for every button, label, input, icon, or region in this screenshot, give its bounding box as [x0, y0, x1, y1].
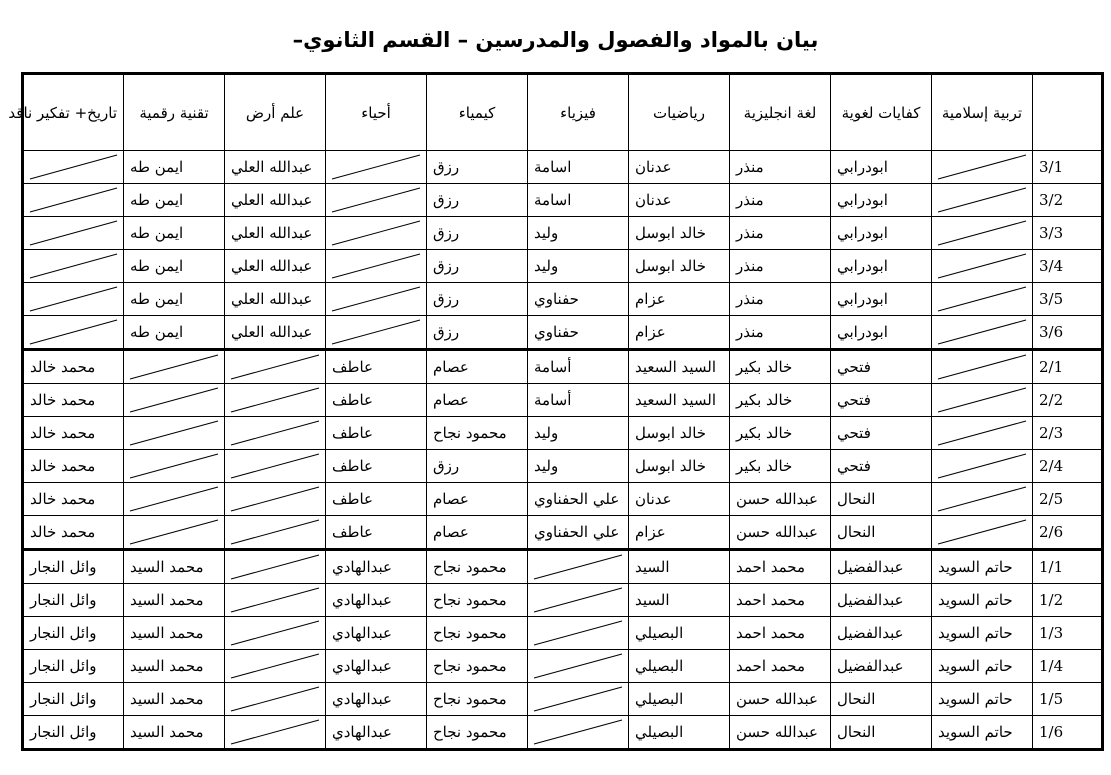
table-row — [23, 283, 1103, 316]
diagonal-slash-icon — [932, 417, 1032, 449]
diagonal-slash-icon — [24, 250, 123, 282]
teacher-cell: عبدالله العلي — [225, 283, 326, 316]
class-cell: 1/4 — [1033, 650, 1103, 683]
page-title: بيان بالمواد والفصول والمدرسين – القسم الثانوي– — [292, 28, 819, 52]
teacher-cell: عبدالهادي — [326, 683, 427, 716]
teacher-cell: ايمن طه — [124, 283, 225, 316]
teacher-cell: ابودرابي — [831, 250, 932, 283]
diagonal-slash-icon — [326, 283, 426, 315]
teacher-cell: محمد خالد — [23, 417, 124, 450]
not-applicable-cell — [23, 316, 124, 350]
teacher-cell: حاتم السويد — [932, 716, 1033, 750]
teacher-cell: محمد السيد — [124, 716, 225, 750]
teacher-cell: حاتم السويد — [932, 650, 1033, 683]
teacher-cell: ايمن طه — [124, 217, 225, 250]
not-applicable-cell — [932, 151, 1033, 184]
class-cell: 2/5 — [1033, 483, 1103, 516]
teacher-cell: وائل النجار — [23, 650, 124, 683]
teacher-cell: محمود نجاح — [427, 617, 528, 650]
not-applicable-cell — [23, 151, 124, 184]
not-applicable-cell — [932, 316, 1033, 350]
teacher-cell: عبدالفضيل — [831, 584, 932, 617]
not-applicable-cell — [225, 450, 326, 483]
teacher-cell: عاطف — [326, 417, 427, 450]
table-row — [23, 316, 1103, 350]
not-applicable-cell — [932, 250, 1033, 283]
teacher-cell: حفناوي — [528, 316, 629, 350]
header-chemistry: كيمياء — [427, 74, 528, 151]
header-history-critical: تاريخ+ تفكير ناقد — [23, 74, 124, 151]
table-row — [23, 151, 1103, 184]
diagonal-slash-icon — [528, 683, 628, 715]
not-applicable-cell — [225, 550, 326, 584]
teacher-cell: السيد السعيد — [629, 350, 730, 384]
diagonal-slash-icon — [528, 551, 628, 583]
diagonal-slash-icon — [225, 584, 325, 616]
diagonal-slash-icon — [124, 450, 224, 482]
not-applicable-cell — [932, 184, 1033, 217]
diagonal-slash-icon — [24, 151, 123, 183]
diagonal-slash-icon — [124, 417, 224, 449]
teacher-cell: محمد السيد — [124, 617, 225, 650]
diagonal-slash-icon — [225, 683, 325, 715]
diagonal-slash-icon — [326, 316, 426, 348]
not-applicable-cell — [225, 683, 326, 716]
not-applicable-cell — [528, 550, 629, 584]
teacher-cell: عبدالفضيل — [831, 650, 932, 683]
not-applicable-cell — [225, 584, 326, 617]
teacher-cell: اسامة — [528, 184, 629, 217]
table-row — [23, 450, 1103, 483]
not-applicable-cell — [528, 650, 629, 683]
teacher-cell: محمد السيد — [124, 683, 225, 716]
not-applicable-cell — [124, 450, 225, 483]
class-cell: 1/1 — [1033, 550, 1103, 584]
not-applicable-cell — [326, 250, 427, 283]
teacher-cell: محمود نجاح — [427, 550, 528, 584]
teacher-cell: رزق — [427, 316, 528, 350]
teacher-cell: وائل النجار — [23, 550, 124, 584]
diagonal-slash-icon — [528, 584, 628, 616]
class-cell: 2/4 — [1033, 450, 1103, 483]
teacher-cell: السيد السعيد — [629, 384, 730, 417]
teacher-cell: حاتم السويد — [932, 550, 1033, 584]
not-applicable-cell — [124, 483, 225, 516]
not-applicable-cell — [124, 516, 225, 550]
teacher-cell: محمد احمد — [730, 617, 831, 650]
diagonal-slash-icon — [124, 384, 224, 416]
teacher-cell: محمود نجاح — [427, 584, 528, 617]
teacher-cell: البصيلي — [629, 716, 730, 750]
class-cell: 2/2 — [1033, 384, 1103, 417]
teacher-cell: خالد بكير — [730, 450, 831, 483]
teacher-cell: رزق — [427, 283, 528, 316]
not-applicable-cell — [225, 384, 326, 417]
not-applicable-cell — [124, 384, 225, 417]
teacher-cell: اسامة — [528, 151, 629, 184]
table-row — [23, 217, 1103, 250]
class-cell: 3/5 — [1033, 283, 1103, 316]
diagonal-slash-icon — [225, 551, 325, 583]
teacher-cell: ايمن طه — [124, 184, 225, 217]
teacher-cell: محمود نجاح — [427, 683, 528, 716]
teacher-cell: وائل النجار — [23, 683, 124, 716]
teacher-cell: عزام — [629, 516, 730, 550]
teacher-cell: عبدالله العلي — [225, 217, 326, 250]
table-row — [23, 650, 1103, 683]
teacher-cell: وليد — [528, 250, 629, 283]
not-applicable-cell — [23, 184, 124, 217]
header-math: رياضيات — [629, 74, 730, 151]
teacher-cell: رزق — [427, 250, 528, 283]
teacher-cell: أسامة — [528, 350, 629, 384]
teacher-cell: عدنان — [629, 483, 730, 516]
diagonal-slash-icon — [528, 650, 628, 682]
teacher-cell: خالد بكير — [730, 417, 831, 450]
class-cell: 3/3 — [1033, 217, 1103, 250]
teacher-cell: عبدالله حسن — [730, 516, 831, 550]
teacher-cell: محمد احمد — [730, 650, 831, 683]
teacher-cell: خالد ابوسل — [629, 417, 730, 450]
diagonal-slash-icon — [24, 184, 123, 216]
teacher-cell: ايمن طه — [124, 316, 225, 350]
class-cell: 2/1 — [1033, 350, 1103, 384]
header-class — [1033, 74, 1103, 151]
teacher-cell: محمد خالد — [23, 384, 124, 417]
teacher-cell: عبدالله العلي — [225, 316, 326, 350]
class-cell: 1/5 — [1033, 683, 1103, 716]
teacher-cell: ايمن طه — [124, 250, 225, 283]
teacher-cell: محمد احمد — [730, 584, 831, 617]
not-applicable-cell — [932, 450, 1033, 483]
diagonal-slash-icon — [225, 617, 325, 649]
teacher-cell: عبدالفضيل — [831, 550, 932, 584]
teacher-cell: ابودرابي — [831, 283, 932, 316]
not-applicable-cell — [528, 617, 629, 650]
teacher-cell: رزق — [427, 184, 528, 217]
teacher-cell: عدنان — [629, 184, 730, 217]
header-physics: فيزياء — [528, 74, 629, 151]
not-applicable-cell — [528, 683, 629, 716]
teacher-cell: منذر — [730, 184, 831, 217]
table-row — [23, 350, 1103, 384]
diagonal-slash-icon — [225, 716, 325, 748]
teacher-cell: فتحي — [831, 417, 932, 450]
diagonal-slash-icon — [932, 516, 1032, 548]
not-applicable-cell — [225, 716, 326, 750]
class-cell: 1/3 — [1033, 617, 1103, 650]
teacher-cell: محمد السيد — [124, 550, 225, 584]
diagonal-slash-icon — [528, 716, 628, 748]
class-cell: 3/6 — [1033, 316, 1103, 350]
diagonal-slash-icon — [326, 250, 426, 282]
diagonal-slash-icon — [225, 384, 325, 416]
teacher-cell: حاتم السويد — [932, 617, 1033, 650]
teacher-cell: النحال — [831, 683, 932, 716]
teacher-cell: النحال — [831, 716, 932, 750]
diagonal-slash-icon — [932, 384, 1032, 416]
not-applicable-cell — [225, 617, 326, 650]
teacher-cell: عبدالله حسن — [730, 683, 831, 716]
teacher-cell: خالد ابوسل — [629, 250, 730, 283]
teacher-cell: منذر — [730, 217, 831, 250]
teacher-cell: عصام — [427, 483, 528, 516]
teacher-cell: محمد خالد — [23, 350, 124, 384]
class-cell: 1/6 — [1033, 716, 1103, 750]
not-applicable-cell — [124, 350, 225, 384]
header-digital-tech: تقنية رقمية — [124, 74, 225, 151]
teacher-cell: حاتم السويد — [932, 683, 1033, 716]
teacher-cell: عاطف — [326, 350, 427, 384]
not-applicable-cell — [932, 350, 1033, 384]
teacher-cell: عصام — [427, 350, 528, 384]
teacher-cell: خالد ابوسل — [629, 450, 730, 483]
table-row — [23, 184, 1103, 217]
diagonal-slash-icon — [528, 617, 628, 649]
not-applicable-cell — [124, 417, 225, 450]
teacher-cell: البصيلي — [629, 650, 730, 683]
teacher-cell: البصيلي — [629, 617, 730, 650]
teacher-cell: محمود نجاح — [427, 417, 528, 450]
teacher-cell: عبدالله العلي — [225, 151, 326, 184]
teacher-cell: عبدالله حسن — [730, 716, 831, 750]
teacher-cell: عبدالله العلي — [225, 250, 326, 283]
not-applicable-cell — [932, 217, 1033, 250]
diagonal-slash-icon — [124, 351, 224, 383]
diagonal-slash-icon — [932, 450, 1032, 482]
schedule-table — [8, 72, 1104, 751]
diagonal-slash-icon — [326, 184, 426, 216]
table-row — [23, 716, 1103, 750]
teacher-cell: عاطف — [326, 450, 427, 483]
teacher-cell: وائل النجار — [23, 584, 124, 617]
class-cell: 2/3 — [1033, 417, 1103, 450]
class-cell: 3/4 — [1033, 250, 1103, 283]
teacher-cell: عبدالهادي — [326, 650, 427, 683]
teacher-cell: محمود نجاح — [427, 650, 528, 683]
teacher-cell: منذر — [730, 316, 831, 350]
teacher-cell: ابودرابي — [831, 184, 932, 217]
not-applicable-cell — [326, 217, 427, 250]
teacher-cell: منذر — [730, 151, 831, 184]
teacher-cell: السيد — [629, 550, 730, 584]
teacher-cell: منذر — [730, 250, 831, 283]
teacher-cell: محمود نجاح — [427, 716, 528, 750]
not-applicable-cell — [225, 417, 326, 450]
teacher-cell: ابودرابي — [831, 217, 932, 250]
teacher-cell: فتحي — [831, 450, 932, 483]
class-cell: 3/2 — [1033, 184, 1103, 217]
teacher-cell: عاطف — [326, 483, 427, 516]
diagonal-slash-icon — [932, 283, 1032, 315]
teacher-cell: وليد — [528, 217, 629, 250]
diagonal-slash-icon — [326, 151, 426, 183]
not-applicable-cell — [932, 516, 1033, 550]
teacher-cell: محمد السيد — [124, 584, 225, 617]
table-row — [23, 683, 1103, 716]
teacher-cell: منذر — [730, 283, 831, 316]
teacher-cell: وائل النجار — [23, 716, 124, 750]
not-applicable-cell — [225, 350, 326, 384]
teacher-cell: محمد احمد — [730, 550, 831, 584]
class-cell: 1/2 — [1033, 584, 1103, 617]
header-row — [23, 74, 1103, 151]
header-islamic: تربية إسلامية — [932, 74, 1033, 151]
diagonal-slash-icon — [225, 450, 325, 482]
teacher-cell: عبدالهادي — [326, 716, 427, 750]
not-applicable-cell — [326, 151, 427, 184]
diagonal-slash-icon — [124, 483, 224, 515]
diagonal-slash-icon — [326, 217, 426, 249]
diagonal-slash-icon — [932, 184, 1032, 216]
header-biology: أحياء — [326, 74, 427, 151]
header-earth-science: علم أرض — [225, 74, 326, 151]
teacher-cell: عزام — [629, 316, 730, 350]
teacher-cell: السيد — [629, 584, 730, 617]
diagonal-slash-icon — [225, 417, 325, 449]
teacher-cell: النحال — [831, 483, 932, 516]
not-applicable-cell — [528, 716, 629, 750]
table-row — [23, 516, 1103, 550]
diagonal-slash-icon — [932, 217, 1032, 249]
diagonal-slash-icon — [24, 283, 123, 315]
teacher-cell: عبدالهادي — [326, 550, 427, 584]
teacher-cell: وائل النجار — [23, 617, 124, 650]
teacher-cell: عبدالهادي — [326, 617, 427, 650]
not-applicable-cell — [23, 250, 124, 283]
diagonal-slash-icon — [225, 516, 325, 548]
teacher-cell: عزام — [629, 283, 730, 316]
teacher-cell: علي الحفناوي — [528, 483, 629, 516]
teacher-cell: عبدالله حسن — [730, 483, 831, 516]
teacher-cell: محمد خالد — [23, 516, 124, 550]
teacher-cell: فتحي — [831, 350, 932, 384]
not-applicable-cell — [932, 384, 1033, 417]
table-row — [23, 384, 1103, 417]
header-english: لغة انجليزية — [730, 74, 831, 151]
teacher-cell: عصام — [427, 384, 528, 417]
teacher-cell: محمد السيد — [124, 650, 225, 683]
diagonal-slash-icon — [124, 516, 224, 548]
teacher-cell: عدنان — [629, 151, 730, 184]
teacher-cell: خالد بكير — [730, 384, 831, 417]
diagonal-slash-icon — [24, 316, 123, 348]
diagonal-slash-icon — [932, 250, 1032, 282]
diagonal-slash-icon — [932, 151, 1032, 183]
diagonal-slash-icon — [932, 483, 1032, 515]
diagonal-slash-icon — [24, 217, 123, 249]
not-applicable-cell — [932, 417, 1033, 450]
teacher-cell: محمد خالد — [23, 483, 124, 516]
table-row — [23, 584, 1103, 617]
not-applicable-cell — [225, 483, 326, 516]
not-applicable-cell — [326, 316, 427, 350]
teacher-cell: ابودرابي — [831, 151, 932, 184]
not-applicable-cell — [225, 650, 326, 683]
diagonal-slash-icon — [225, 483, 325, 515]
teacher-cell: علي الحفناوي — [528, 516, 629, 550]
teacher-cell: عاطف — [326, 384, 427, 417]
teacher-cell: خالد ابوسل — [629, 217, 730, 250]
not-applicable-cell — [528, 584, 629, 617]
teacher-cell: رزق — [427, 151, 528, 184]
teacher-cell: حاتم السويد — [932, 584, 1033, 617]
teacher-cell: وليد — [528, 450, 629, 483]
teacher-cell: عبدالله العلي — [225, 184, 326, 217]
diagonal-slash-icon — [225, 650, 325, 682]
not-applicable-cell — [23, 217, 124, 250]
teacher-cell: رزق — [427, 450, 528, 483]
header-language-skills: كفايات لغوية — [831, 74, 932, 151]
table-row — [23, 250, 1103, 283]
teacher-cell: وليد — [528, 417, 629, 450]
teacher-cell: النحال — [831, 516, 932, 550]
class-cell: 2/6 — [1033, 516, 1103, 550]
teacher-cell: أسامة — [528, 384, 629, 417]
not-applicable-cell — [326, 283, 427, 316]
not-applicable-cell — [225, 516, 326, 550]
teacher-cell: عبدالفضيل — [831, 617, 932, 650]
diagonal-slash-icon — [932, 316, 1032, 348]
not-applicable-cell — [932, 483, 1033, 516]
diagonal-slash-icon — [932, 351, 1032, 383]
teacher-cell: خالد بكير — [730, 350, 831, 384]
table-row — [23, 417, 1103, 450]
not-applicable-cell — [326, 184, 427, 217]
teacher-cell: محمد خالد — [23, 450, 124, 483]
teacher-cell: رزق — [427, 217, 528, 250]
teacher-cell: فتحي — [831, 384, 932, 417]
teacher-cell: ابودرابي — [831, 316, 932, 350]
teacher-cell: عبدالهادي — [326, 584, 427, 617]
class-cell: 3/1 — [1033, 151, 1103, 184]
table-row — [23, 617, 1103, 650]
table-row — [23, 550, 1103, 584]
teacher-cell: حفناوي — [528, 283, 629, 316]
teacher-cell: ايمن طه — [124, 151, 225, 184]
teacher-cell: عصام — [427, 516, 528, 550]
teacher-cell: البصيلي — [629, 683, 730, 716]
table-row — [23, 483, 1103, 516]
teacher-cell: عاطف — [326, 516, 427, 550]
diagonal-slash-icon — [225, 351, 325, 383]
not-applicable-cell — [23, 283, 124, 316]
not-applicable-cell — [932, 283, 1033, 316]
